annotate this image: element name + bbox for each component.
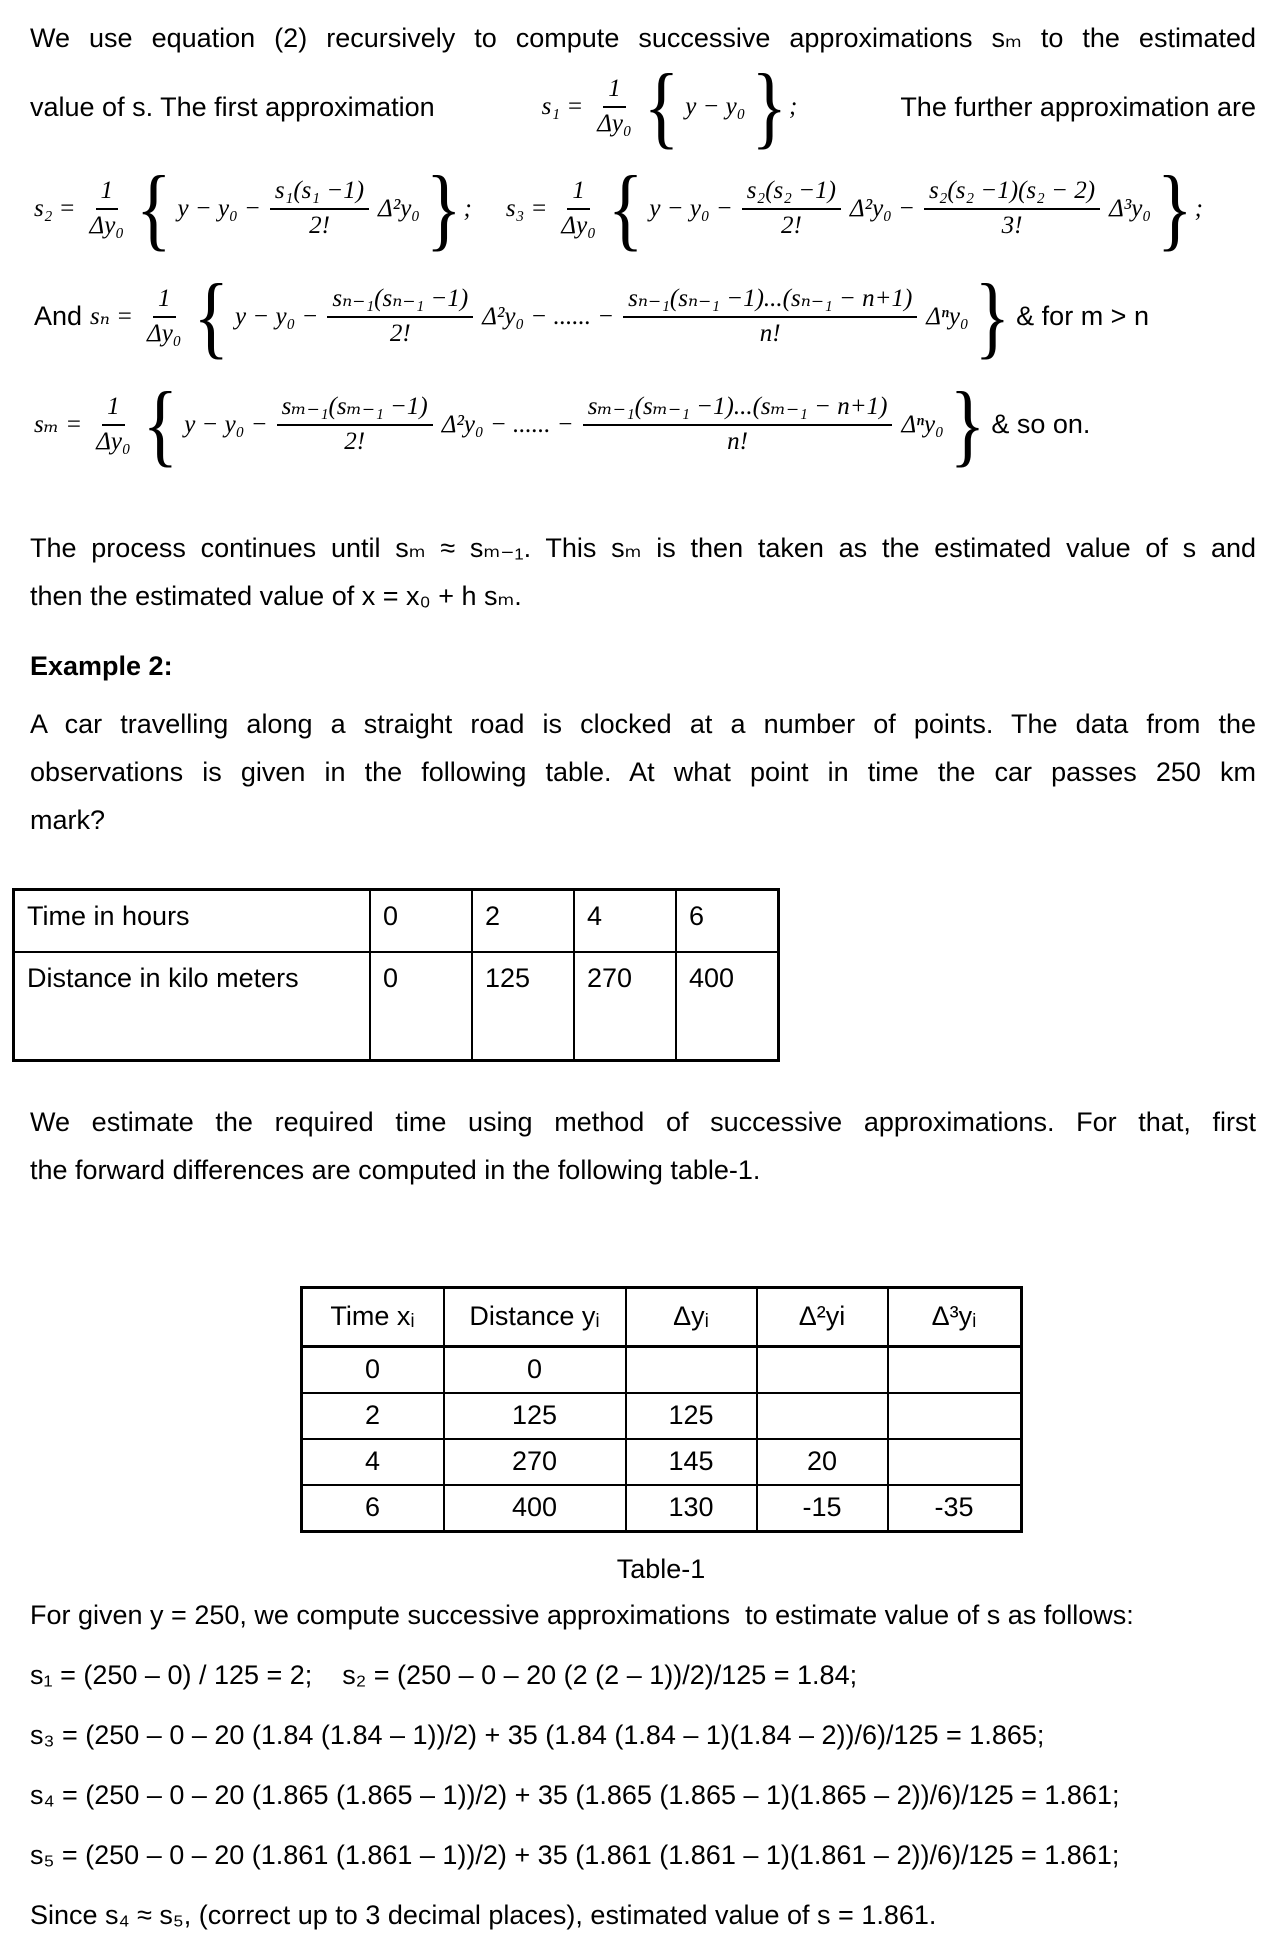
cell: 270 — [444, 1439, 626, 1485]
col-header-time: Time xᵢ — [301, 1288, 444, 1347]
s2-term2: Δ²y₀ — [378, 194, 421, 222]
sm-outro: & so on. — [991, 409, 1091, 440]
para3-line1: A car travelling along a straight road is clocked at a number of points. The data from the — [30, 709, 1256, 739]
sm-frac1-num: 1 — [102, 393, 125, 426]
s2-fraction1 — [85, 177, 129, 241]
time-row-label: Time in hours — [14, 890, 371, 953]
right-brace: } — [974, 265, 1011, 369]
left-brace: { — [643, 55, 680, 159]
para3 — [30, 700, 1256, 844]
cell: 400 — [444, 1485, 626, 1532]
formula-sm — [30, 373, 1256, 477]
cell: 4 — [301, 1439, 444, 1485]
cell: 130 — [626, 1485, 757, 1532]
sm-frac2-num: sₘ₋₁(sₘ₋₁ −1) — [277, 393, 433, 426]
para4-line1: We estimate the required time using method of successive approximations. For that, first — [30, 1107, 1256, 1137]
table-caption: Table-1 — [616, 1554, 706, 1584]
sn-frac1-den: Δy₀ — [147, 320, 182, 347]
sn-lhs: sₙ = — [90, 302, 134, 330]
cell — [626, 1347, 757, 1394]
s3-semicolon: ; — [1194, 194, 1203, 222]
para2 — [30, 524, 1256, 620]
cell: -35 — [888, 1485, 1022, 1532]
sm-lhs: sₘ = — [34, 410, 83, 438]
para2-line2: then the estimated value of x = x₀ + h sₘ. — [30, 581, 522, 611]
time-cell: 4 — [574, 890, 676, 953]
sn-outro: & for m > n — [1016, 301, 1149, 332]
s1-fraction-den: Δy₀ — [597, 110, 632, 137]
right-brace: } — [949, 373, 986, 477]
s3-frac3-den: 3! — [1001, 212, 1023, 239]
right-brace: } — [426, 157, 462, 261]
cell — [757, 1393, 888, 1439]
s3-lhs: s₃ = — [505, 194, 548, 222]
difference-table-header-row — [301, 1288, 1021, 1347]
sm-fraction1 — [91, 393, 135, 457]
sn-fraction3 — [623, 285, 917, 349]
difference-table — [300, 1286, 1023, 1533]
sn-frac3-den: n! — [759, 320, 781, 347]
sm-fraction2 — [277, 393, 433, 457]
sn-frac2-den: 2! — [389, 320, 411, 347]
sn-term3: Δⁿy₀ — [926, 302, 969, 330]
s3-frac2-num: s₂(s₂ −1) — [742, 177, 841, 210]
sn-term2: Δ²y₀ − ...... − — [482, 302, 615, 330]
s1-lhs: s₁ = — [541, 92, 584, 120]
sm-term3: Δⁿy₀ — [901, 410, 944, 438]
col-header-d3y: Δ³yᵢ — [888, 1288, 1022, 1347]
s3-fraction3 — [924, 177, 1100, 241]
para1-line2 — [30, 55, 1256, 159]
para3-line3: mark? — [30, 805, 106, 835]
table-row — [301, 1393, 1021, 1439]
sm-term2: Δ²y₀ − ...... − — [441, 410, 574, 438]
sn-frac3-num: sₙ₋₁(sₙ₋₁ −1)...(sₙ₋₁ − n+1) — [623, 285, 917, 318]
left-brace: { — [142, 373, 179, 477]
col-header-d2y: Δ²yi — [757, 1288, 888, 1347]
cell: 6 — [301, 1485, 444, 1532]
time-cell: 2 — [472, 890, 574, 953]
para3-line2: observations is given in the following table. At what point in time the car passes 250 km — [30, 757, 1256, 787]
cell: 2 — [301, 1393, 444, 1439]
distance-row — [14, 952, 779, 1061]
sn-frac1-num: 1 — [153, 285, 176, 318]
s2-semicolon: ; — [463, 194, 472, 222]
table-row — [301, 1439, 1021, 1485]
s2-frac1-num: 1 — [96, 177, 119, 210]
cell: 145 — [626, 1439, 757, 1485]
cell — [888, 1439, 1022, 1485]
s2-term1: y − y₀ − — [177, 194, 261, 222]
right-brace: } — [751, 55, 788, 159]
s3-frac2-den: 2! — [780, 212, 802, 239]
s1-fraction-num: 1 — [603, 75, 626, 108]
cell: 125 — [626, 1393, 757, 1439]
cell: 0 — [444, 1347, 626, 1394]
para1-line2-end: The further approximation are — [900, 92, 1256, 122]
calc-line-s3: s₃ = (250 – 0 – 20 (1.84 (1.84 – 1))/2) + 35 (1.84 (1.84 – 1)(1.84 – 2))/6)/125 = 1.865; — [30, 1720, 1045, 1750]
s2-frac2-num: s₁(s₁ −1) — [270, 177, 369, 210]
cell: -15 — [757, 1485, 888, 1532]
time-cell: 0 — [370, 890, 472, 953]
formula-s1 — [538, 55, 798, 159]
s3-term2: Δ²y₀ − — [849, 194, 915, 222]
sm-frac3-den: n! — [727, 428, 748, 455]
cell — [888, 1347, 1022, 1394]
observations-table — [12, 888, 780, 1062]
left-brace: { — [136, 157, 172, 261]
s1-body: y − y₀ — [685, 92, 746, 120]
sn-intro: And — [34, 301, 83, 332]
s2-fraction2 — [270, 177, 369, 241]
sm-fraction3 — [583, 393, 893, 457]
time-row — [14, 890, 779, 953]
para2-line1: The process continues until sₘ ≈ sₘ₋₁. This sₘ is then taken as the estimated value of s and — [30, 533, 1256, 563]
s1-fraction — [592, 75, 636, 139]
sn-fraction1 — [142, 285, 186, 349]
para4-line2: the forward differences are computed in the following table-1. — [30, 1155, 761, 1185]
s3-term3: Δ³y₀ — [1109, 194, 1152, 222]
s3-frac3-num: s₂(s₂ −1)(s₂ − 2) — [924, 177, 1100, 210]
s3-frac1-num: 1 — [567, 177, 590, 210]
cell — [888, 1393, 1022, 1439]
sn-term1: y − y₀ − — [235, 302, 319, 330]
para1-line1: We use equation (2) recursively to compute successive approximations sₘ to the estimated — [30, 23, 1256, 53]
calc-line-s5: s₅ = (250 – 0 – 20 (1.861 (1.861 – 1))/2) + 35 (1.861 (1.861 – 1)(1.861 – 2))/6)/125 = 1.861; — [30, 1840, 1120, 1870]
example-2-heading: Example 2: — [30, 651, 173, 681]
sn-frac2-num: sₙ₋₁(sₙ₋₁ −1) — [327, 285, 473, 318]
left-brace: { — [607, 157, 644, 261]
conclusion-line: Since s₄ ≈ s₅, (correct up to 3 decimal places), estimated value of s = 1.861. — [30, 1900, 937, 1930]
right-brace: } — [1157, 157, 1193, 261]
sm-frac2-den: 2! — [344, 428, 366, 455]
s3-fraction2 — [742, 177, 841, 241]
s3-term1: y − y₀ − — [649, 194, 733, 222]
col-header-dy: Δyᵢ — [626, 1288, 757, 1347]
formula-s2-s3 — [30, 157, 1256, 261]
time-cell: 6 — [676, 890, 779, 953]
sm-frac1-den: Δy₀ — [96, 428, 131, 455]
para5: For given y = 250, we compute successive approximations to estimate value of s as follows: — [30, 1600, 1134, 1630]
s1-semicolon: ; — [789, 92, 798, 120]
left-brace: { — [193, 265, 230, 369]
col-header-distance: Distance yᵢ — [444, 1288, 626, 1347]
cell: 0 — [301, 1347, 444, 1394]
distance-cell: 270 — [574, 952, 676, 1061]
cell: 20 — [757, 1439, 888, 1485]
s3-frac1-den: Δy₀ — [561, 212, 596, 239]
calc-line-s4: s₄ = (250 – 0 – 20 (1.865 (1.865 – 1))/2) + 35 (1.865 (1.865 – 1)(1.865 – 2))/6)/125 = 1.861; — [30, 1780, 1120, 1810]
sm-frac3-num: sₘ₋₁(sₘ₋₁ −1)...(sₘ₋₁ − n+1) — [583, 393, 893, 426]
s2-frac2-den: 2! — [309, 212, 330, 239]
formula-sn — [30, 265, 1256, 369]
distance-cell: 400 — [676, 952, 779, 1061]
s2-lhs: s₂ = — [34, 194, 76, 222]
para4 — [30, 1098, 1256, 1194]
sm-term1: y − y₀ − — [184, 410, 268, 438]
s2-frac1-den: Δy₀ — [89, 212, 125, 239]
calc-line-s1-s2: s₁ = (250 – 0) / 125 = 2; s₂ = (250 – 0 – 20 (2 (2 – 1))/2)/125 = 1.84; — [30, 1660, 858, 1690]
distance-cell: 125 — [472, 952, 574, 1061]
s3-fraction1 — [556, 177, 600, 241]
distance-row-label: Distance in kilo meters — [14, 952, 371, 1061]
cell: 125 — [444, 1393, 626, 1439]
distance-cell: 0 — [370, 952, 472, 1061]
cell — [757, 1347, 888, 1394]
para1-line2-start: value of s. The first approximation — [30, 92, 435, 122]
table-row — [301, 1485, 1021, 1532]
sn-fraction2 — [327, 285, 473, 349]
table-row — [301, 1347, 1021, 1394]
